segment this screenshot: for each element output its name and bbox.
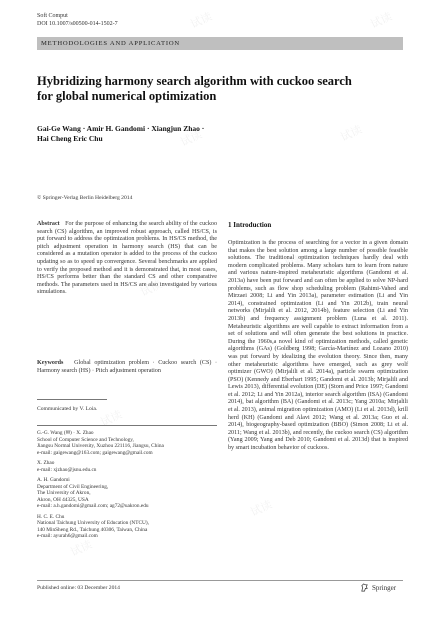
- affiliation-line: H. C. E. Chu: [37, 513, 65, 520]
- affiliation-line: e-mail: gaigewang@163.com; gaigewang@gmail.com: [37, 449, 153, 456]
- authors-line: Gai-Ge Wang · Amir H. Gandomi · Xiangjun Zhao ·: [37, 124, 205, 133]
- affiliation-line: Jiangsu Normal University, Xuzhou 221116, Jiangsu, China: [37, 443, 164, 449]
- affiliation-line: School of Computer Science and Technology,: [37, 436, 134, 443]
- journal-name: Soft Comput: [37, 13, 68, 19]
- publisher-logo: [360, 583, 396, 592]
- introduction-text: Optimization is the process of searching for a vector in a given domain that makes the best solution among a large number of possible feasible solutions. The traditional optimization techniques hardly deal with modern complicated problems. Many scholars turn to learn from nature and various nature-inspired metaheuristic algorithms (Gandomi et al. 2013a) have been put forward and can often be applied to solve NP-hard problems, such as flow shop scheduling problem (Rahimi-Vahed and Mirzaei 2008; Li and Yin 2013a), parameter estimation (Li and Yin 2014), constrained optimization (Li and Yin 2012b), train neural networks (Mirjalili et al. 2012, 2014b), feature selection (Li and Yin 2013b) and frequency assignment problem (Luna et al. 2011). Metaheuristic algorithms are well capable to extract information from a set of solutions and will often generate the best solutions in practice. During the 1960s,a novel kind of optimization methods, called genetic algorithms (GAs) (Goldberg 1998; García-Martínez and Lozano 2010) was put forward by idealizing the evolution theory. Since then, many other metaheuristic algorithms have emerged, such as grey wolf optimizer (GWO) (Mirjalili et al. 2014a), particle swarm optimization (PSO) (Kennedy and Eberhart 1995; Gandomi et al. 2013b; Mirjalili and Lewis 2013), differential evolution (DE) (Storn and Price 1997; Gandomi et al. 2012; Li and Yin 2012a), interior search algorithm (ISA) (Gandomi 2014), bat algorithm (BA) (Gandomi et al. 2013c; Yang 2010a; Mirjalili et al. 2013), animal migration optimization (AMO) (Li et al. 2013d), krill herd (KH) (Gandomi and Alavi 2012; Wang et al. 2013a; Guo et al. 2014), biogeography-based optimization (BBO) (Simon 2008; Li et al. 2011; Wang et al. 2013b), and recently, the cuckoo search (CS) algorithm (Yang 2009; Yang and Deb 2010; Gandomi et al. 2013d) that is inspired by smart incubation behavior of cuckoos.: [228, 240, 408, 452]
- abstract-text: For the purpose of enhancing the search ability of the cuckoo search (CS) algorithm, an improved robust approach, called HS/CS, is put forward to address the optimization problems. In HS/CS method, the pitch adjustment operation in harmony search (HS) that can be considered as a mutation operator is added to the process of the cuckoo updating so as to speed up convergence. Several benchmarks are applied to verify the proposed method and it is demonstrated that, in most cases, HS/CS performs better than the standard CS and other comparative methods. The parameters used in HS/CS are also investigated by various simulations.: [37, 221, 217, 296]
- authors-line: Hai Cheng Eric Chu: [37, 134, 103, 143]
- watermark: 试读: [68, 537, 94, 559]
- watermark: 试读: [338, 122, 364, 144]
- keywords-label: Keywords: [37, 360, 64, 366]
- paper-title: [37, 74, 397, 104]
- watermark: 试读: [178, 127, 204, 149]
- affiliation-block: [37, 514, 217, 540]
- watermark: 试读: [188, 9, 214, 31]
- affiliation-line: Akron, OH 44325, USA: [37, 496, 89, 503]
- watermark: 试读: [98, 407, 124, 429]
- abstract: [37, 221, 217, 297]
- affiliation-line: e-mail: ayurah6@gmail.com: [37, 533, 98, 539]
- watermark: 试读: [368, 9, 394, 31]
- affiliation-line: e-mail: xjzhao@jsnu.edu.cn: [37, 466, 97, 473]
- publisher-name: Springer: [372, 583, 397, 592]
- watermark: 试读: [328, 377, 354, 399]
- copyright-notice: © Springer-Verlag Berlin Heidelberg 2014: [37, 195, 133, 201]
- watermark: 试读: [278, 252, 304, 274]
- affiliations: [37, 430, 217, 544]
- watermark: 试读: [138, 277, 164, 299]
- affiliation-line: e-mail: a.h.gandomi@gmail.com; ag72@uakron.edu: [37, 503, 149, 509]
- divider: [37, 425, 217, 426]
- keywords: [37, 360, 217, 375]
- affiliation-line: A. H. Gandomi: [37, 477, 70, 483]
- journal-header: [37, 12, 118, 28]
- divider: [37, 580, 403, 581]
- affiliation-block: [37, 430, 217, 456]
- affiliation-line: X. Zhao: [37, 460, 55, 466]
- keywords-text: Global optimization problem · Cuckoo search (CS) · Harmony search (HS) · Pitch adjustment operation: [37, 360, 217, 374]
- title-line: for global numerical optimization: [37, 89, 217, 103]
- affiliation-block: [37, 477, 217, 510]
- journal-doi: DOI 10.1007/s00500-014-1502-7: [37, 21, 118, 27]
- affiliation-line: G.-G. Wang (✉) · X. Zhao: [37, 430, 94, 436]
- affiliation-line: 140 MinSheng Rd., Taichung 40306, Taiwan, China: [37, 526, 148, 533]
- communicated-by: Communicated by V. Loia.: [37, 406, 98, 412]
- affiliation-line: National Taichung University of Education (NTCU),: [37, 520, 149, 526]
- published-date: Published online: 03 December 2014: [37, 585, 120, 591]
- section-heading: 1 Introduction: [228, 221, 272, 229]
- abstract-label: Abstract: [37, 221, 60, 227]
- springer-horse-icon: [360, 583, 369, 592]
- section-banner: METHODOLOGIES AND APPLICATION: [37, 37, 403, 50]
- watermark: 试读: [248, 497, 274, 519]
- affiliation-line: The University of Akron,: [37, 490, 91, 496]
- divider: [37, 399, 107, 400]
- title-line: Hybridizing harmony search algorithm with cuckoo search: [37, 74, 352, 88]
- author-list: [37, 124, 397, 144]
- affiliation-line: Department of Civil Engineering,: [37, 483, 109, 490]
- affiliation-block: [37, 460, 217, 473]
